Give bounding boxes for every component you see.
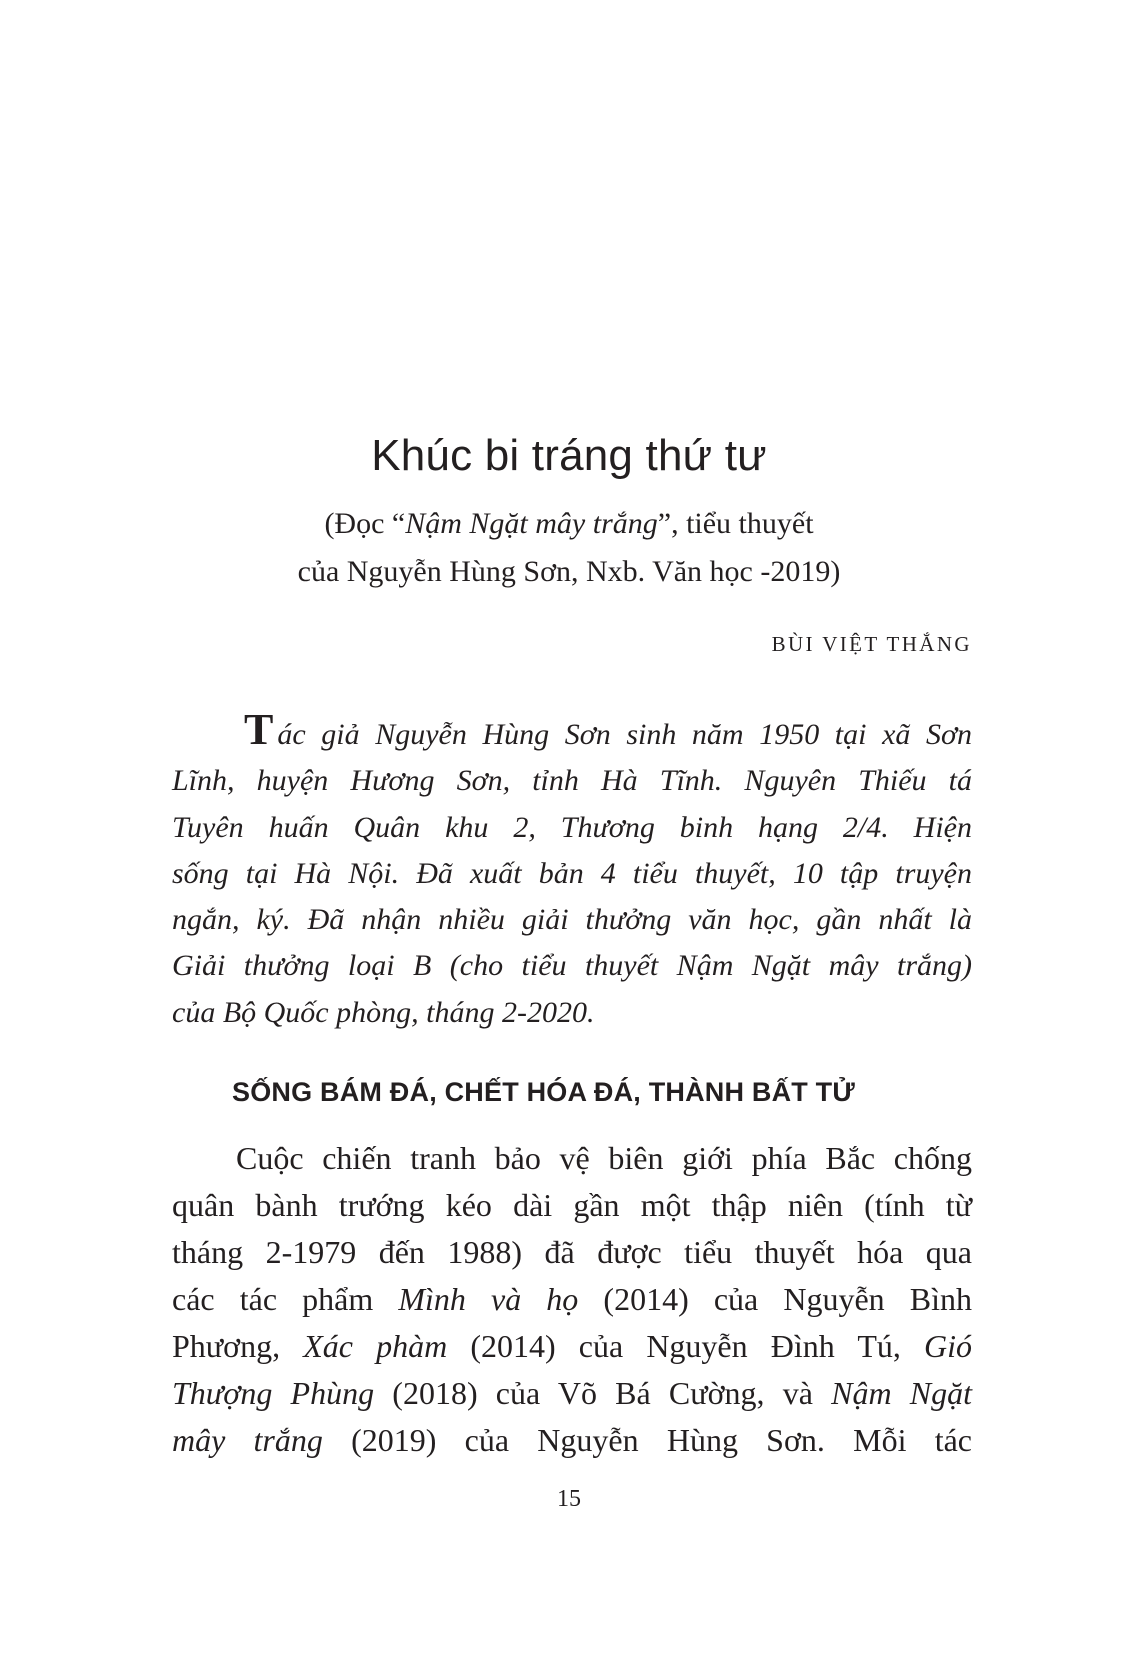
intro-line: sống tại Hà Nội. Đã xuất bản 4 tiểu thuyết, 10 tập truyện xyxy=(172,856,972,890)
body-line xyxy=(172,1323,972,1370)
work-title: Gió xyxy=(924,1328,973,1364)
body-text: (2019) của Nguyễn Hùng Sơn. Mỗi tác xyxy=(322,1422,973,1458)
body-line xyxy=(172,1417,972,1464)
body-text: các tác phẩm xyxy=(172,1281,399,1317)
subtitle-suffix: ”, tiểu thuyết xyxy=(657,507,814,540)
drop-cap: T xyxy=(244,705,274,754)
subtitle-prefix: (Đọc “ xyxy=(324,507,406,540)
intro-line: ngắn, ký. Đã nhận nhiều giải thưởng văn học, gần nhất là xyxy=(172,903,972,937)
subtitle xyxy=(0,500,1138,596)
body-text: (2014) của Nguyễn Bình xyxy=(578,1281,972,1317)
author-byline: BÙI VIỆT THẮNG xyxy=(771,632,972,656)
intro-line xyxy=(172,705,972,758)
body-text: Phương, xyxy=(172,1328,304,1364)
intro-line: của Bộ Quốc phòng, tháng 2-2020. xyxy=(172,995,595,1029)
work-title: Thượng Phùng xyxy=(172,1375,375,1411)
work-title: Xác phàm xyxy=(303,1328,448,1364)
work-title: Nậm Ngặt xyxy=(831,1375,972,1411)
intro-line-text: ác giả Nguyễn Hùng Sơn sinh năm 1950 tại xã Sơn xyxy=(277,718,972,751)
body-line xyxy=(172,1276,972,1323)
body-text: (2018) của Võ Bá Cường, và xyxy=(374,1375,832,1411)
section-heading: SỐNG BÁM ĐÁ, CHẾT HÓA ĐÁ, THÀNH BẤT TỬ xyxy=(232,1077,855,1107)
body-line xyxy=(172,1370,972,1417)
intro-line: Tuyên huấn Quân khu 2, Thương binh hạng 2/4. Hiện xyxy=(172,810,972,844)
body-text: (2014) của Nguyễn Đình Tú, xyxy=(447,1328,925,1364)
subtitle-book-title: Nậm Ngặt mây trắng xyxy=(405,507,658,540)
work-title: Mình và họ xyxy=(398,1281,579,1317)
body-line: tháng 2-1979 đến 1988) đã được tiểu thuyết hóa qua xyxy=(172,1234,972,1270)
body-line: Cuộc chiến tranh bảo vệ biên giới phía Bắc chống xyxy=(236,1140,972,1176)
work-title: mây trắng xyxy=(172,1422,323,1458)
page-number: 15 xyxy=(557,1486,581,1512)
subtitle-line-2: của Nguyễn Hùng Sơn, Nxb. Văn học -2019) xyxy=(297,555,841,588)
intro-line: Giải thưởng loại B (cho tiểu thuyết Nậm Ngặt mây trắng) xyxy=(172,949,972,983)
body-line: quân bành trướng kéo dài gần một thập niên (tính từ xyxy=(172,1187,972,1223)
page-title: Khúc bi tráng thứ tư xyxy=(371,431,767,480)
author-intro xyxy=(172,705,972,1036)
body-paragraph xyxy=(172,1135,972,1464)
subtitle-line-1 xyxy=(0,500,1138,548)
intro-line: Lĩnh, huyện Hương Sơn, tỉnh Hà Tĩnh. Nguyên Thiếu tá xyxy=(172,764,972,798)
